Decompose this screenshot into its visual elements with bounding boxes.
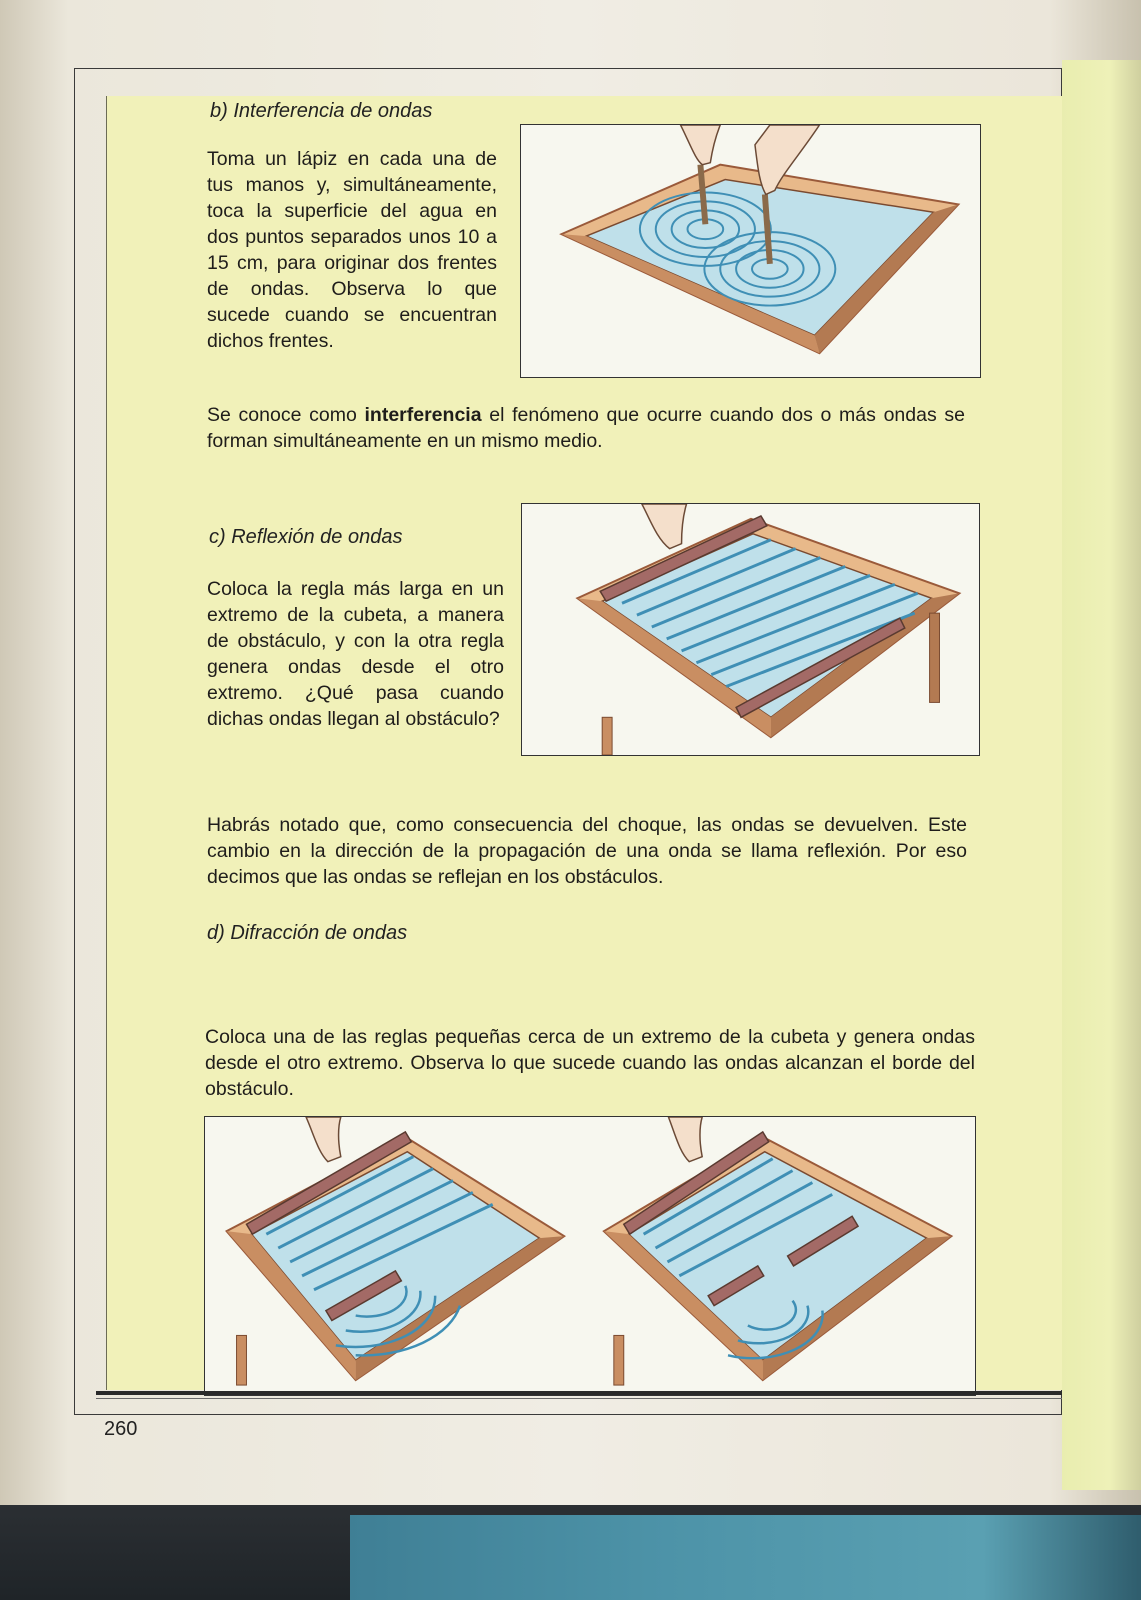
explanation-reflexion: Habrás notado que, como consecuencia del choque, las ondas se devuelven. Este cambio en la dirección de la propagación de una onda se llama reflexión. Por eso decimos que las ondas se reflejan en los obstáculos. [207, 814, 967, 888]
instruction-reflexion: Coloca la regla más larga en un extremo de la cubeta, a manera de obstáculo, y con la otra regla genera ondas desde el otro extremo. ¿Qué pasa cuando dichas ondas llegan al obstáculo? [207, 578, 504, 730]
reflection-illustration [522, 504, 979, 755]
next-page-edge [1062, 60, 1141, 1490]
page-number: 260 [104, 1418, 138, 1440]
cover-edge [350, 1515, 1141, 1600]
figure-interference [520, 124, 981, 378]
diffraction-illustration [205, 1117, 975, 1395]
heading-reflexion: c) Reflexión de ondas [209, 526, 403, 548]
bottom-rule-thin [96, 1398, 1062, 1399]
figure-diffraction [204, 1116, 976, 1396]
bottom-rule [96, 1391, 1062, 1395]
term-interferencia: interferencia [364, 404, 482, 426]
interference-illustration [521, 125, 980, 377]
heading-interferencia: b) Interferencia de ondas [210, 100, 433, 122]
instruction-difraccion: Coloca una de las reglas pequeñas cerca de un extremo de la cubeta y genera ondas desde el otro extremo. Observa lo que sucede cuando las ondas alcanzan el borde del obstáculo. [205, 1026, 975, 1100]
heading-difraccion: d) Difracción de ondas [207, 922, 408, 944]
figure-reflection [521, 503, 980, 756]
definition-end: el fenómeno que ocurre cuando dos o más ondas se forman simultáneamente en un mismo medio. [207, 404, 966, 452]
definition-interferencia [207, 402, 965, 454]
definition-start: Se conoce como [207, 404, 365, 426]
instruction-interferencia: Toma un lápiz en cada una de tus manos y, simultáneamente, toca la superficie del agua en dos puntos separados unos 10 a 15 cm, para originar dos frentes de ondas. Observa lo que sucede cuando se encuentran dichos frentes. [207, 148, 497, 352]
